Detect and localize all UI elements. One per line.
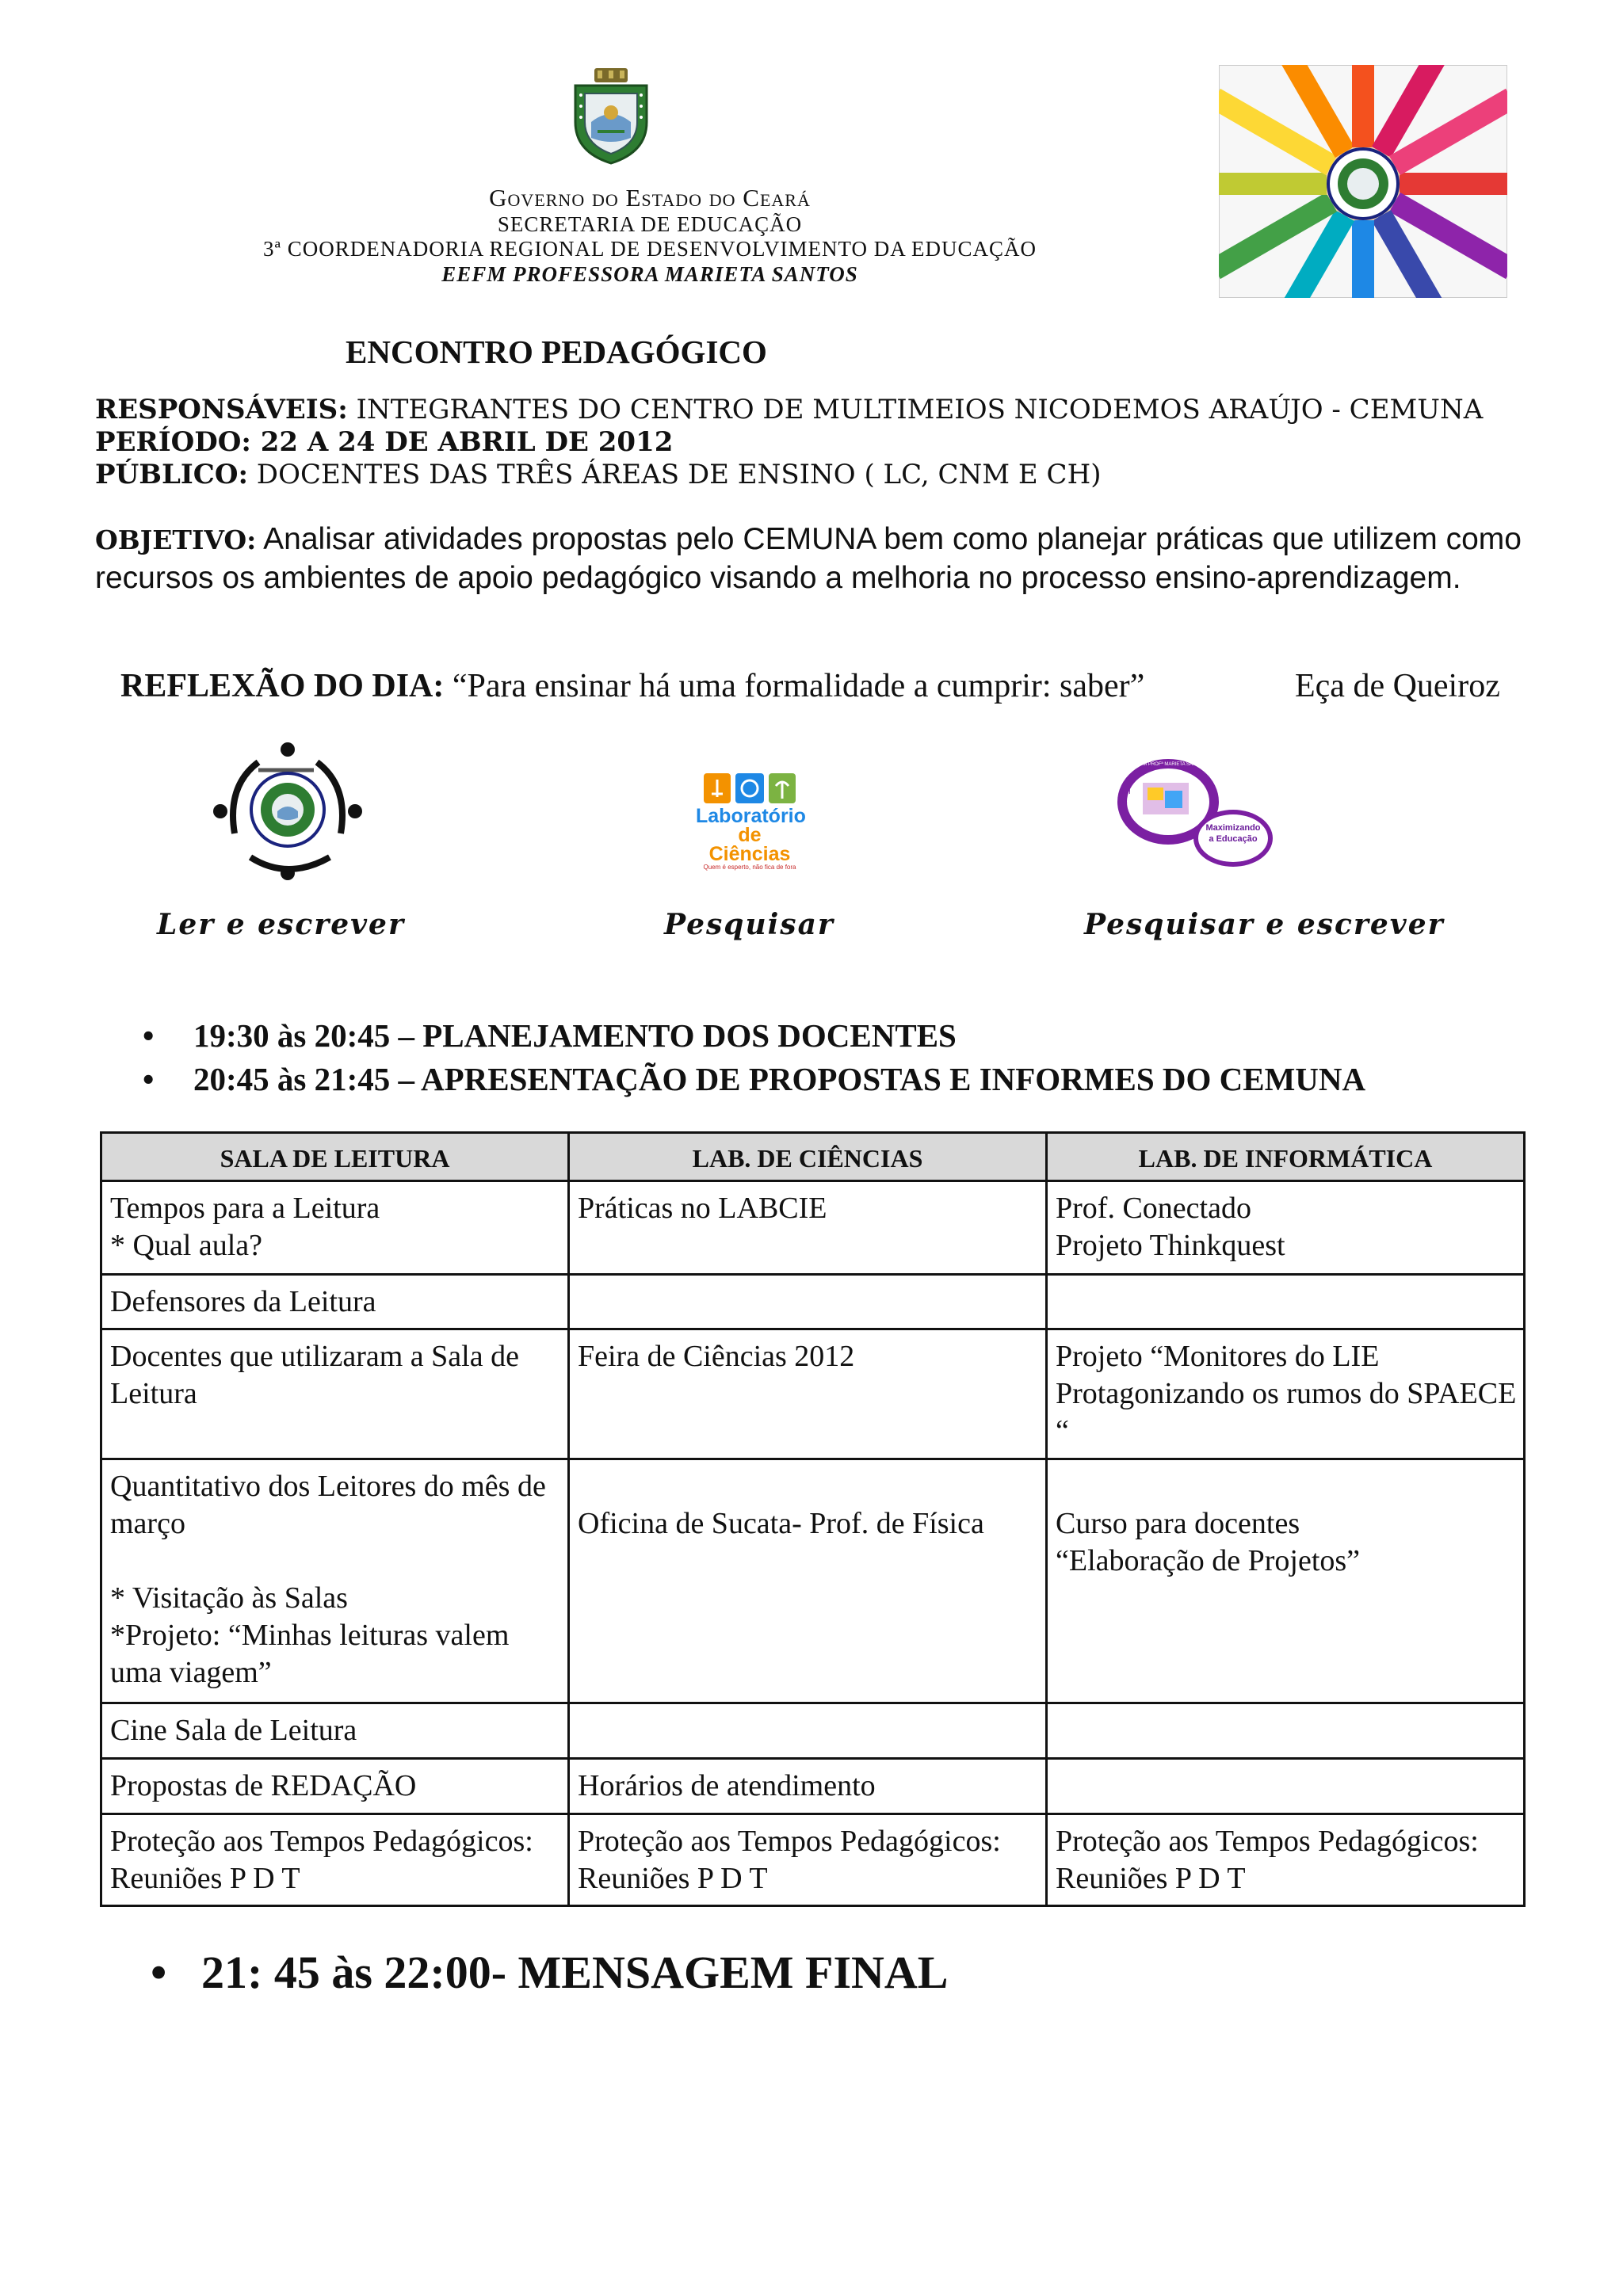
lab-ciencias-logo bbox=[696, 770, 806, 871]
header-line-secretaria: SECRETARIA DE EDUCAÇÃO bbox=[497, 212, 803, 236]
final-item-text: 21: 45 às 22:00- MENSAGEM FINAL bbox=[201, 1947, 949, 1998]
column-header-lab-ciencias: LAB. DE CIÊNCIAS bbox=[569, 1133, 1047, 1181]
column-header-lab-informatica: LAB. DE INFORMÁTICA bbox=[1047, 1133, 1525, 1181]
table-cell bbox=[569, 1703, 1047, 1759]
periodo-label: PERÍODO: 22 A 24 DE ABRIL DE 2012 bbox=[95, 426, 674, 458]
table-row bbox=[101, 1459, 1525, 1703]
table-cell: Docentes que utilizaram a Sala de Leitura bbox=[101, 1329, 569, 1459]
responsaveis-label: RESPONSÁVEIS: bbox=[95, 394, 348, 425]
objective-label: OBJETIVO: bbox=[95, 524, 257, 555]
publico-label: PÚBLICO: bbox=[95, 459, 248, 490]
schedule-item-text: 19:30 às 20:45 – PLANEJAMENTO DOS DOCENTES bbox=[193, 1017, 957, 1054]
table-row bbox=[101, 1329, 1525, 1459]
lie-letters: L I E bbox=[1122, 788, 1131, 806]
publico-value: DOCENTES DAS TRÊS ÁREAS DE ENSINO ( LC, CNM E CH) bbox=[248, 459, 1102, 490]
table-cell: Práticas no LABCIE bbox=[569, 1181, 1047, 1275]
lie-logo bbox=[1116, 753, 1274, 868]
lab-ciencias-tagline: Quem é esperto, não fica de fora bbox=[703, 864, 796, 871]
motto-ler-escrever: Ler e escrever bbox=[157, 908, 405, 941]
column-header-sala-leitura: SALA DE LEITURA bbox=[101, 1133, 569, 1181]
reflection-author: Eça de Queiroz bbox=[1295, 668, 1500, 704]
motto-pesquisar-escrever: Pesquisar e escrever bbox=[1084, 908, 1445, 941]
table-cell bbox=[1047, 1703, 1525, 1759]
header-line-government: Governo do Estado do Ceará bbox=[489, 184, 811, 212]
responsaveis-value: INTEGRANTES DO CENTRO DE MULTIMEIOS NICODEMOS ARAÚJO - CEMUNA bbox=[347, 394, 1484, 425]
table-cell: Cine Sala de Leitura bbox=[101, 1703, 569, 1759]
lie-top-text: EEFM PROFª MARIETA SANTOS bbox=[1133, 762, 1206, 767]
institution-header bbox=[127, 184, 1173, 287]
bullet-icon: • bbox=[151, 1947, 167, 1998]
cemuna-logo-icon bbox=[211, 738, 365, 883]
table-cell: Feira de Ciências 2012 bbox=[569, 1329, 1047, 1459]
motto-pesquisar: Pesquisar bbox=[664, 908, 834, 941]
table-cell: Curso para docentes “Elaboração de Projetos” bbox=[1047, 1459, 1525, 1703]
lab-ciencias-icons bbox=[696, 770, 804, 807]
schedule-item bbox=[143, 1060, 1365, 1098]
info-periodo bbox=[95, 425, 1537, 459]
table-row bbox=[101, 1814, 1525, 1906]
header-line-school: EEFM PROFESSORA MARIETA SANTOS bbox=[441, 262, 858, 286]
objective-text: Analisar atividades propostas pelo CEMUNA bem como planejar práticas que utilizem como recursos os ambientes de apoio pedagógico visando a melhoria no processo ensino-aprendizagem. bbox=[95, 522, 1522, 595]
table-cell: Prof. Conectado Projeto Thinkquest bbox=[1047, 1181, 1525, 1275]
header-line-coordenadoria: 3ª COORDENADORIA REGIONAL DE DESENVOLVIMENTO DA EDUCAÇÃO bbox=[263, 237, 1037, 261]
objective-paragraph bbox=[95, 521, 1522, 597]
table-cell: Proteção aos Tempos Pedagógicos: Reuniões P D T bbox=[569, 1814, 1047, 1906]
reflection-of-the-day bbox=[120, 667, 1144, 705]
table-cell bbox=[569, 1275, 1047, 1329]
table-cell: Oficina de Sucata- Prof. de Física bbox=[569, 1459, 1047, 1703]
table-cell: Defensores da Leitura bbox=[101, 1275, 569, 1329]
table-cell bbox=[1047, 1759, 1525, 1814]
lie-logo-shapes bbox=[1116, 753, 1274, 868]
program-table bbox=[100, 1131, 1526, 1907]
document-title: ENCONTRO PEDAGÓGICO bbox=[346, 334, 767, 370]
table-cell: Proteção aos Tempos Pedagógicos: Reuniões P D T bbox=[101, 1814, 569, 1906]
ceara-crest-icon bbox=[567, 67, 655, 165]
schedule-item bbox=[143, 1016, 957, 1055]
table-cell: Proteção aos Tempos Pedagógicos: Reuniões P D T bbox=[1047, 1814, 1525, 1906]
table-header-row bbox=[101, 1133, 1525, 1181]
table-cell: Propostas de REDAÇÃO bbox=[101, 1759, 569, 1814]
reflection-quote: “Para ensinar há uma formalidade a cumprir: saber” bbox=[444, 668, 1145, 704]
table-row bbox=[101, 1759, 1525, 1814]
info-responsaveis bbox=[95, 393, 1537, 426]
table-row bbox=[101, 1703, 1525, 1759]
table-row bbox=[101, 1275, 1525, 1329]
lab-ciencias-line1: Laboratório bbox=[696, 805, 806, 827]
table-cell: Quantitativo dos Leitores do mês de março * Visitação às Salas *Projeto: “Minhas leituras valem uma viagem” bbox=[101, 1459, 569, 1703]
table-row bbox=[101, 1181, 1525, 1275]
bullet-icon: • bbox=[143, 1061, 155, 1097]
lab-ciencias-line2: de Ciências bbox=[708, 824, 791, 865]
bullet-icon: • bbox=[143, 1017, 155, 1054]
table-cell: Projeto “Monitores do LIE Protagonizando os rumos do SPAECE “ bbox=[1047, 1329, 1525, 1459]
final-schedule-item bbox=[151, 1946, 948, 1999]
table-cell: Horários de atendimento bbox=[569, 1759, 1047, 1814]
schedule-item-text: 20:45 às 21:45 – APRESENTAÇÃO DE PROPOSTAS E INFORMES DO CEMUNA bbox=[193, 1061, 1366, 1097]
reflection-label: REFLEXÃO DO DIA: bbox=[120, 668, 445, 704]
table-cell: Tempos para a Leitura * Qual aula? bbox=[101, 1181, 569, 1275]
lie-badge-text: Maximizando a Educação bbox=[1205, 823, 1261, 844]
info-publico bbox=[95, 458, 1537, 491]
table-cell bbox=[1047, 1275, 1525, 1329]
colored-pencils-illustration bbox=[1219, 65, 1507, 298]
